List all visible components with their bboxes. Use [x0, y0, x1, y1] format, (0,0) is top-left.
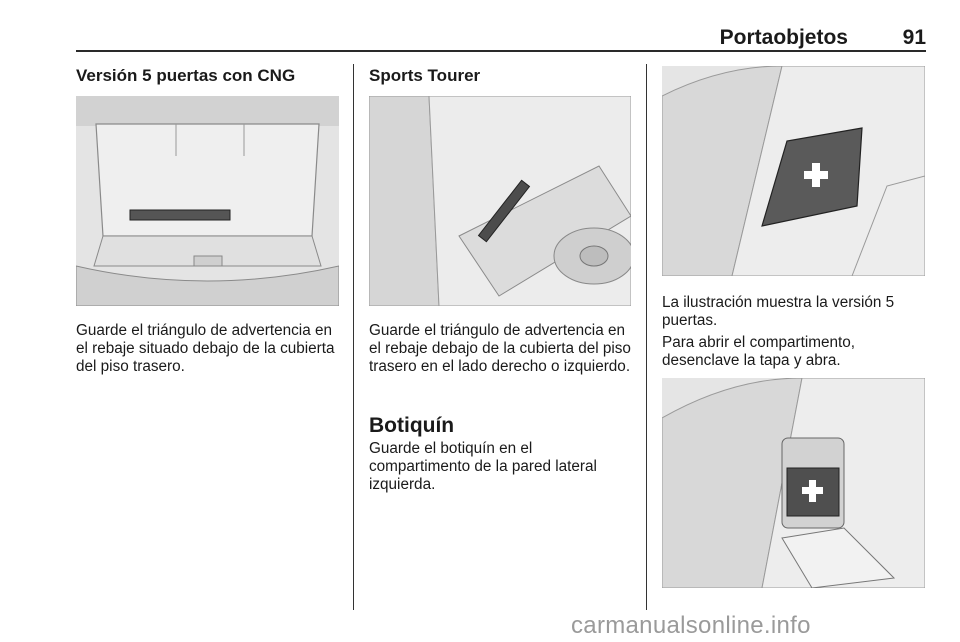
column-divider-2	[646, 64, 647, 610]
section-heading-botiquin: Botiquín	[369, 414, 455, 437]
col2-title: Sports Tourer	[369, 66, 481, 85]
col3-para1: La ilustración muestra la versión 5 puertas.	[662, 294, 895, 329]
page-number: 91	[902, 26, 926, 49]
col3-para2: Para abrir el compartimento, desenclave la tapa y abra.	[662, 334, 855, 369]
trunk-sports-tourer-illustration	[369, 96, 631, 306]
trunk-cng-illustration	[76, 96, 339, 306]
page-title: Portaobjetos	[719, 26, 848, 49]
col1-caption: Guarde el triángulo de advertencia en el rebaje situado debajo de la cubierta del piso trasero.	[76, 322, 335, 375]
column-divider-1	[353, 64, 354, 610]
section-text-botiquin: Guarde el botiquín en el compartimento de la pared lateral izquierda.	[369, 440, 597, 493]
page-header	[76, 26, 926, 52]
col1-title: Versión 5 puertas con CNG	[76, 66, 296, 85]
header-divider	[76, 50, 926, 52]
first-aid-compartment-open-illustration	[662, 378, 925, 588]
watermark: carmanualsonline.info	[571, 612, 811, 639]
col2-caption: Guarde el triángulo de advertencia en el rebaje debajo de la cubierta del piso trasero en el lado derecho o izquierdo.	[369, 322, 631, 375]
first-aid-compartment-closed-illustration	[662, 66, 925, 276]
